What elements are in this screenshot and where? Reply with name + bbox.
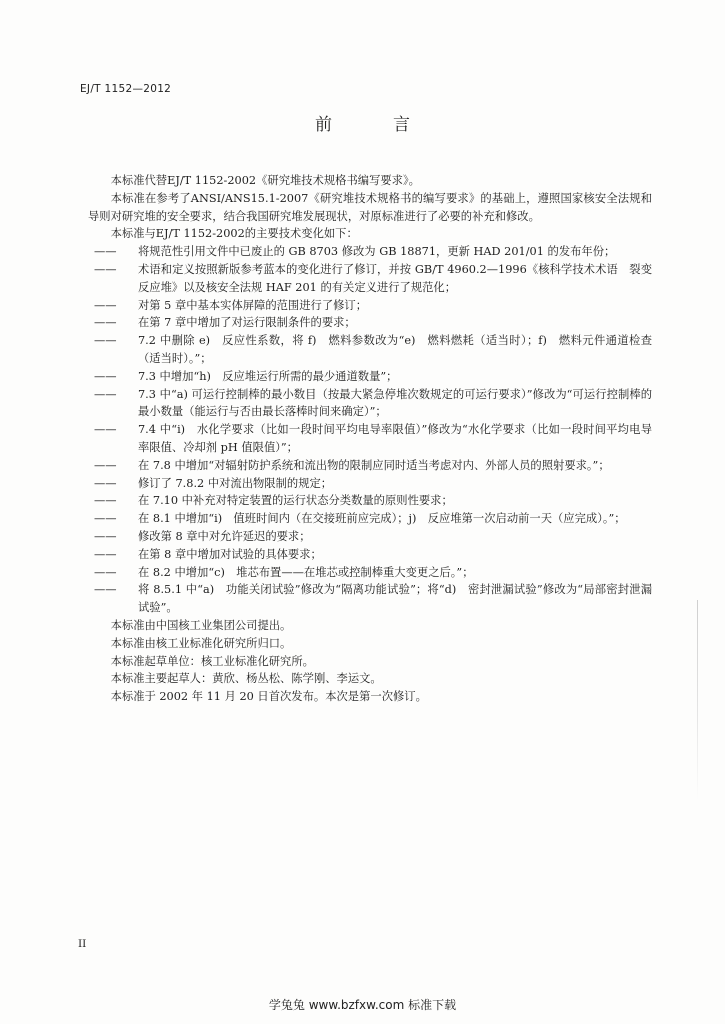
dash-marker: —— — [94, 529, 117, 543]
dash-marker: —— — [94, 369, 117, 383]
change-text: 对第 5 章中基本实体屏障的范围进行了修订； — [138, 298, 368, 312]
dash-marker: —— — [94, 245, 117, 259]
dash-marker: —— — [94, 298, 117, 312]
change-item — [88, 243, 652, 261]
closing-paragraph: 本标准由中国核工业集团公司提出。 — [110, 618, 292, 632]
change-item — [88, 475, 652, 493]
change-text: 修订了 7.8.2 中对流出物限制的规定； — [138, 476, 333, 490]
closing-paragraph: 本标准主要起草人：黄欣、杨丛松、陈学刚、李运文。 — [110, 672, 382, 686]
change-text: 在 7.8 中增加“对辐射防护系统和流出物的限制应同时适当考虑对内、外部人员的照射要求。”； — [138, 458, 610, 472]
closing-paragraph: 本标准由核工业标准化研究所归口。 — [110, 636, 292, 650]
dash-marker: —— — [94, 387, 117, 401]
watermark-link[interactable]: 学兔兔 www.bzfxw.com 标准下载 — [268, 998, 457, 1012]
change-item — [88, 457, 652, 475]
dash-marker: —— — [94, 476, 117, 490]
dash-marker: —— — [94, 334, 117, 348]
dash-marker: —— — [94, 262, 117, 276]
dash-marker: —— — [94, 494, 117, 508]
change-list — [88, 243, 652, 617]
foreword-body — [88, 172, 652, 706]
change-text: 7.2 中删除 e) 反应性系数，将 f) 燃料参数改为“e) 燃料燃耗（适当时）；f) 燃料元件通道检查（适当时）。”； — [138, 334, 652, 365]
change-item — [88, 386, 652, 422]
change-text: 将规范性引用文件中已废止的 GB 8703 修改为 GB 18871，更新 HAD 201/01 的发布年份； — [138, 245, 616, 259]
change-text: 在第 7 章中增加了对运行限制条件的要求； — [138, 316, 356, 330]
change-text: 在 8.2 中增加“c) 堆芯布置——在堆芯或控制棒重大变更之后。”； — [138, 565, 474, 579]
change-item — [88, 297, 652, 315]
standard-code: EJ/T 1152—2012 — [80, 83, 172, 95]
closing-paragraph: 本标准起草单位：核工业标准化研究所。 — [110, 654, 314, 668]
change-item — [88, 421, 652, 457]
change-item — [88, 564, 652, 582]
intro-paragraph: 本标准代替EJ/T 1152-2002《研究堆技术规格书编写要求》。 — [110, 174, 420, 187]
change-text: 将 8.5.1 中“a) 功能关闭试验”修改为“隔离功能试验”；将“d) 密封泄漏试验”修改为“局部密封泄漏试验”。 — [138, 583, 652, 615]
change-item — [88, 368, 652, 386]
dash-marker: —— — [94, 458, 117, 472]
change-item — [88, 528, 652, 546]
change-item — [88, 314, 652, 332]
change-item — [88, 261, 652, 297]
dash-marker: —— — [94, 583, 117, 597]
closing-paragraph: 本标准于 2002 年 11 月 20 日首次发布。本次是第一次修订。 — [110, 690, 427, 704]
change-text: 7.3 中增加“h) 反应堆运行所需的最少通道数量”； — [138, 369, 398, 383]
dash-marker: —— — [94, 565, 117, 579]
change-text: 在 8.1 中增加“i) 值班时间内（在交接班前应完成）；j) 反应堆第一次启动前一天（应完成）。”； — [138, 512, 626, 526]
change-text: 7.4 中“i) 水化学要求（比如一段时间平均电导率限值）”修改为“水化学要求（比如一段时间平均电导率限值、冷却剂 pH 值限值）”； — [138, 423, 652, 454]
change-item — [88, 546, 652, 564]
page-number: II — [78, 938, 87, 950]
intro-paragraph: 本标准在参考了ANSI/ANS15.1-2007《研究堆技术规格书的编写要求》的基础上，遵照国家核安全法规和导则对研究堆的安全要求，结合我国研究堆发展现状，对原标准进行了必要的补充和修改。 — [88, 191, 652, 223]
dash-marker: —— — [94, 512, 117, 526]
dash-marker: —— — [94, 316, 117, 330]
change-text: 修改第 8 章中对允许延迟的要求； — [138, 529, 311, 543]
change-text: 7.3 中“a) 可运行控制棒的最小数目（按最大紧急停堆次数规定的可运行要求）”修改为“可运行控制棒的最小数量（能运行与否由最长落棒时间来确定）”； — [138, 387, 652, 419]
change-text: 在 7.10 中补充对特定装置的运行状态分类数量的原则性要求； — [138, 494, 453, 508]
page-title: 前 言 — [315, 115, 432, 135]
change-item — [88, 492, 652, 510]
change-item — [88, 581, 652, 617]
dash-marker: —— — [94, 423, 117, 437]
intro-paragraph: 本标准与EJ/T 1152-2002的主要技术变化如下： — [110, 227, 358, 241]
scan-edge-line — [697, 600, 698, 800]
change-text: 术语和定义按照新版参考蓝本的变化进行了修订，并按 GB/T 4960.2—1996《核科学技术术语 裂变反应堆》以及核安全法规 HAF 201 的有关定义进行了规范化； — [138, 262, 652, 294]
change-item — [88, 510, 652, 528]
change-text: 在第 8 章中增加对试验的具体要求； — [138, 547, 322, 561]
change-item — [88, 332, 652, 368]
dash-marker: —— — [94, 547, 117, 561]
